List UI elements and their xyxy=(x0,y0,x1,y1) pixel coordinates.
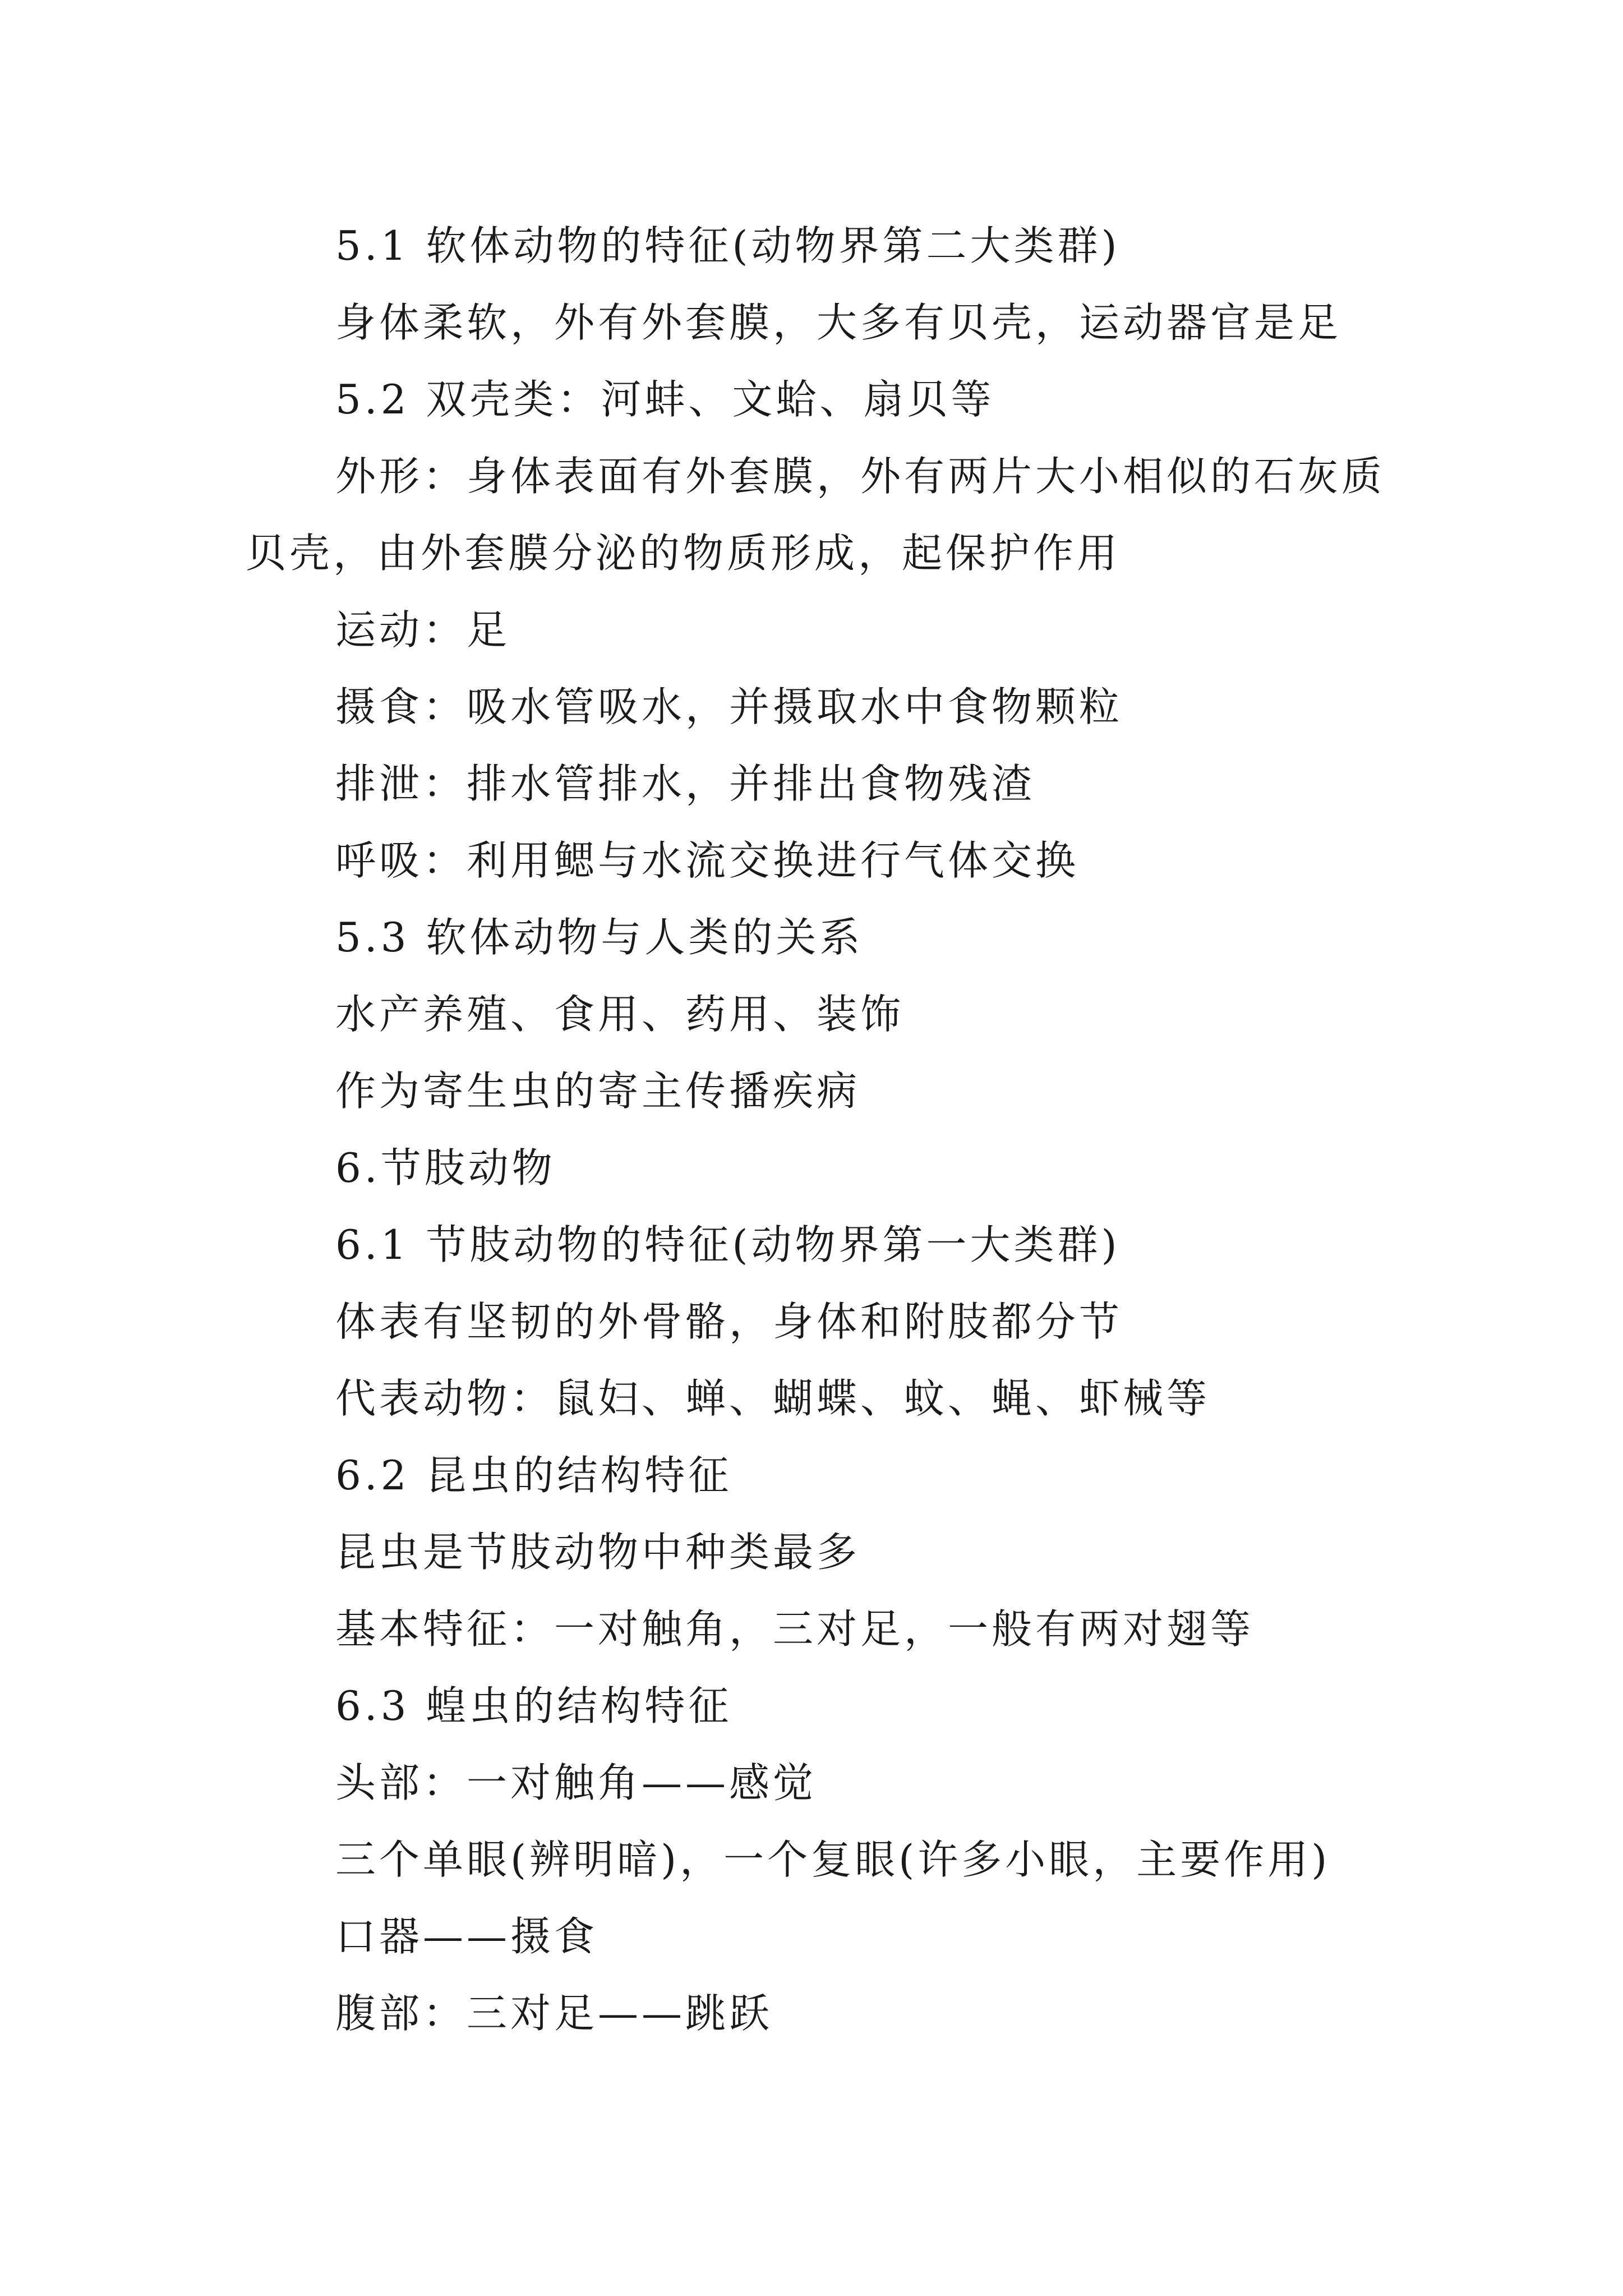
document-body xyxy=(246,208,1390,2052)
paragraph: 腹部：三对足——跳跃 xyxy=(335,1990,773,2037)
paragraph: 基本特征：一对触角，三对足，一般有两对翅等 xyxy=(335,1605,1255,1653)
paragraph: 三个单眼(辨明暗)，一个复眼(许多小眼，主要作用) xyxy=(335,1836,1331,1883)
heading-5-3: 5.3 软体动物与人类的关系 xyxy=(335,914,864,961)
heading-6: 6.节肢动物 xyxy=(335,1144,556,1191)
paragraph: 头部：一对触角——感觉 xyxy=(335,1759,817,1806)
paragraph: 摄食：吸水管吸水，并摄取水中食物颗粒 xyxy=(335,683,1123,730)
paragraph: 身体柔软，外有外套膜，大多有贝壳，运动器官是足 xyxy=(335,299,1342,346)
paragraph: 外形：身体表面有外套膜，外有两片大小相似的石灰质贝壳，由外套膜分泌的物质形成，起保护作用 xyxy=(246,453,1386,577)
paragraph: 体表有坚韧的外骨骼，身体和附肢都分节 xyxy=(335,1298,1123,1345)
heading-5-2: 5.2 双壳类：河蚌、文蛤、扇贝等 xyxy=(335,376,995,423)
heading-6-3: 6.3 蝗虫的结构特征 xyxy=(335,1682,732,1729)
heading-5-1: 5.1 软体动物的特征(动物界第二大类群) xyxy=(335,222,1121,269)
paragraph: 代表动物：鼠妇、蝉、蝴蝶、蚊、蝇、虾械等 xyxy=(335,1375,1211,1422)
paragraph: 昆虫是节肢动物中种类最多 xyxy=(335,1529,861,1576)
paragraph: 口器——摄食 xyxy=(335,1913,598,1960)
heading-6-2: 6.2 昆虫的结构特征 xyxy=(335,1452,732,1499)
heading-6-1: 6.1 节肢动物的特征(动物界第一大类群) xyxy=(335,1221,1121,1268)
paragraph: 运动：足 xyxy=(335,606,511,654)
paragraph: 呼吸：利用鳃与水流交换进行气体交换 xyxy=(335,837,1080,884)
paragraph: 排泄：排水管排水，并排出食物残渣 xyxy=(335,760,1036,807)
paragraph: 作为寄生虫的寄主传播疾病 xyxy=(335,1068,861,1115)
paragraph: 水产养殖、食用、药用、装饰 xyxy=(335,991,905,1038)
